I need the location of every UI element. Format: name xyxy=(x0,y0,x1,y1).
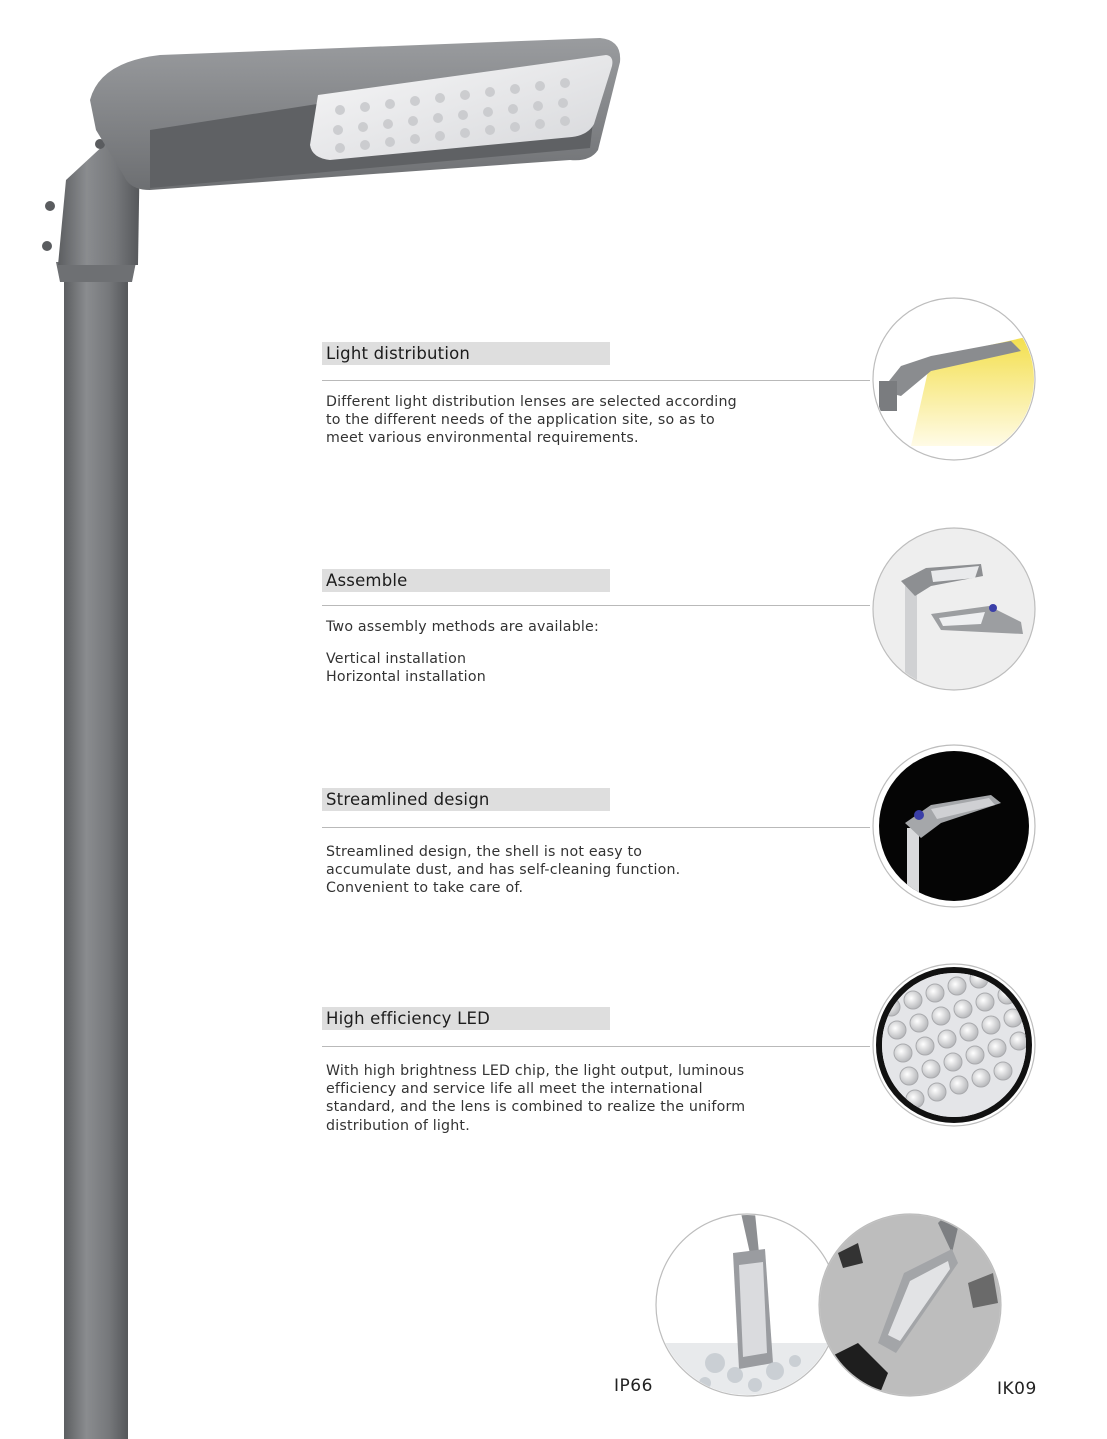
ip66-rating-image xyxy=(655,1213,840,1398)
description-line: Two assembly methods are available: xyxy=(326,619,599,635)
feature-title-assemble: Assemble xyxy=(322,569,610,592)
description-line: Horizontal installation xyxy=(326,669,486,686)
feature-description-streamlined-design xyxy=(326,843,766,898)
description-line: meet various environmental requirements. xyxy=(326,430,639,447)
description-line: Vertical installation xyxy=(326,651,467,668)
light-distribution-thumbnail xyxy=(871,296,1037,462)
description-line: distribution of light. xyxy=(326,1117,470,1134)
lamp-pole xyxy=(64,270,128,1439)
description-line: Streamlined design, the shell is not easy to xyxy=(326,844,643,860)
description-line: standard, and the lens is combined to realize the uniform xyxy=(326,1099,746,1116)
feature-description-light-distribution xyxy=(326,393,766,448)
description-gap xyxy=(326,636,766,650)
description-line: With high brightness LED chip, the light output, luminous xyxy=(326,1063,745,1079)
description-line: to the different needs of the application site, so as to xyxy=(326,412,715,429)
description-line: Different light distribution lenses are selected according xyxy=(326,394,737,410)
ip66-label: IP66 xyxy=(614,1376,653,1396)
feature-divider xyxy=(322,827,870,828)
feature-title-streamlined-design: Streamlined design xyxy=(322,788,610,811)
description-line: accumulate dust, and has self-cleaning function. xyxy=(326,862,681,879)
feature-description-assemble xyxy=(326,618,766,687)
high-efficiency-led-thumbnail xyxy=(871,962,1037,1128)
description-line: efficiency and service life all meet the international xyxy=(326,1081,703,1098)
feature-title-high-efficiency-led: High efficiency LED xyxy=(322,1007,610,1030)
ik09-label: IK09 xyxy=(997,1379,1037,1399)
feature-title-light-distribution: Light distribution xyxy=(322,342,610,365)
feature-description-high-efficiency-led xyxy=(326,1062,766,1135)
feature-divider xyxy=(322,380,870,381)
description-line: Convenient to take care of. xyxy=(326,880,524,897)
feature-divider xyxy=(322,1046,870,1047)
assemble-thumbnail xyxy=(871,526,1037,692)
streamlined-design-thumbnail xyxy=(871,743,1037,909)
feature-divider xyxy=(322,605,870,606)
ik09-rating-image xyxy=(818,1213,1003,1398)
